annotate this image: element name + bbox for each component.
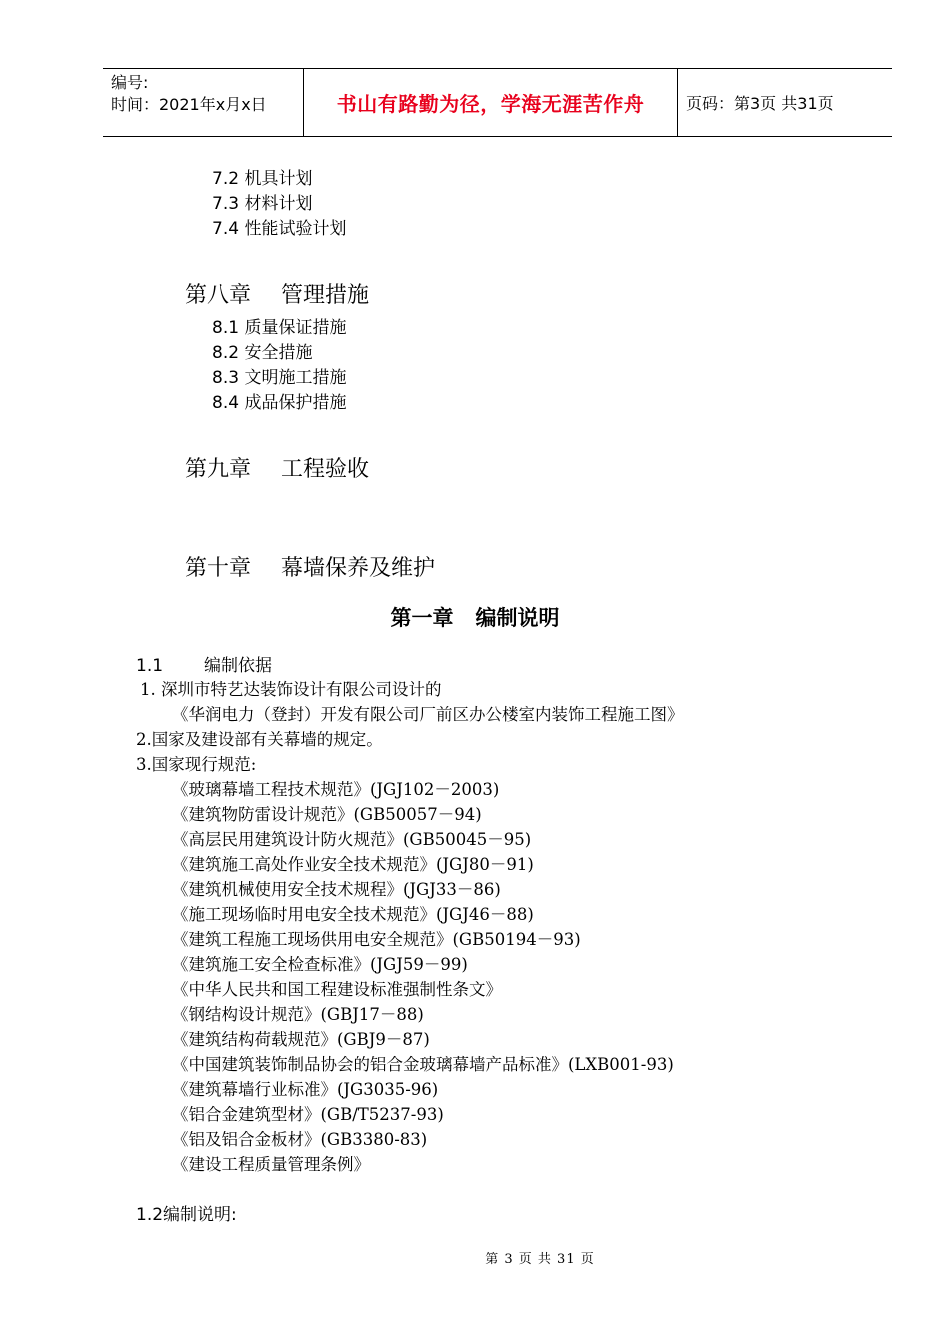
standard-item: 《建筑工程施工现场供用电安全规范》(GB50194－93) [172,930,581,949]
section-title: 编制依据 [204,656,272,676]
section-1-1-heading [136,651,272,676]
standard-item: 《中国建筑装饰制品协会的铝合金玻璃幕墙产品标准》(LXB001-93) [172,1055,674,1074]
standard-item: 《建筑施工高处作业安全技术规范》(JGJ80－91) [172,855,534,874]
basis-item-1: 1. 深圳市特艺达装饰设计有限公司设计的 [140,680,442,699]
section-1-2-heading: 1.2编制说明: [136,1205,237,1225]
page-header [103,68,892,137]
standard-item: 《铝合金建筑型材》(GB/T5237-93) [172,1105,444,1124]
time-text: 时间：2021年x月x日 [111,95,267,114]
basis-item-1-doc: 《华润电力（登封）开发有限公司厂前区办公楼室内装饰工程施工图》 [172,705,684,724]
toc-item: 7.3 材料计划 [212,194,313,214]
standard-item: 《建筑机械使用安全技术规程》(JGJ33－86) [172,880,501,899]
page-code: 页码：第3页 共31页 [686,94,834,113]
toc-item: 8.4 成品保护措施 [212,393,347,413]
header-left-cell [103,69,304,136]
toc-chapter-10 [185,551,435,582]
standard-item: 《建设工程质量管理条例》 [172,1155,370,1174]
toc-chapter-9 [185,452,369,483]
chapter-title: 工程验收 [281,457,370,482]
standard-item: 《建筑施工安全检查标准》(JGJ59－99) [172,955,468,974]
standard-item: 《中华人民共和国工程建设标准强制性条文》 [172,980,502,999]
standard-item: 《建筑幕墙行业标准》(JG3035-96) [172,1080,439,1099]
toc-item: 7.4 性能试验计划 [212,219,347,239]
toc-item: 7.2 机具计划 [212,169,313,189]
standard-item: 《施工现场临时用电安全技术规范》(JGJ46－88) [172,905,534,924]
chapter-number: 第一章 [390,606,454,630]
standard-item: 《建筑物防雷设计规范》(GB50057－94) [172,805,482,824]
basis-item-3: 3.国家现行规范: [136,755,257,774]
page-footer: 第 3 页 共 31 页 [485,1252,595,1267]
chapter-number: 第十章 [185,556,252,581]
chapter-number: 第九章 [185,457,252,482]
motto-text: 书山有路勤为径，学海无涯苦作舟 [336,92,645,116]
standard-item: 《建筑结构荷载规范》(GBJ9－87) [172,1030,430,1049]
header-motto-cell [304,69,678,136]
standard-item: 《铝及铝合金板材》(GB3380-83) [172,1130,428,1149]
standard-item: 《钢结构设计规范》(GBJ17－88) [172,1005,424,1024]
number-label: 编号: [111,73,149,92]
chapter-title: 编制说明 [475,606,560,630]
toc-item: 8.1 质量保证措施 [212,318,347,338]
basis-item-2: 2.国家及建设部有关幕墙的规定。 [136,730,383,749]
chapter-1-heading [0,602,950,632]
header-page-cell [678,69,892,136]
toc-item: 8.2 安全措施 [212,343,313,363]
toc-item: 8.3 文明施工措施 [212,368,347,388]
chapter-title: 管理措施 [281,283,370,308]
chapter-number: 第八章 [185,283,252,308]
toc-chapter-8 [185,278,369,309]
chapter-title: 幕墙保养及维护 [281,556,436,581]
standard-item: 《玻璃幕墙工程技术规范》(JGJ102－2003) [172,780,500,799]
standard-item: 《高层民用建筑设计防火规范》(GB50045－95) [172,830,532,849]
section-number: 1.1 [136,656,164,676]
